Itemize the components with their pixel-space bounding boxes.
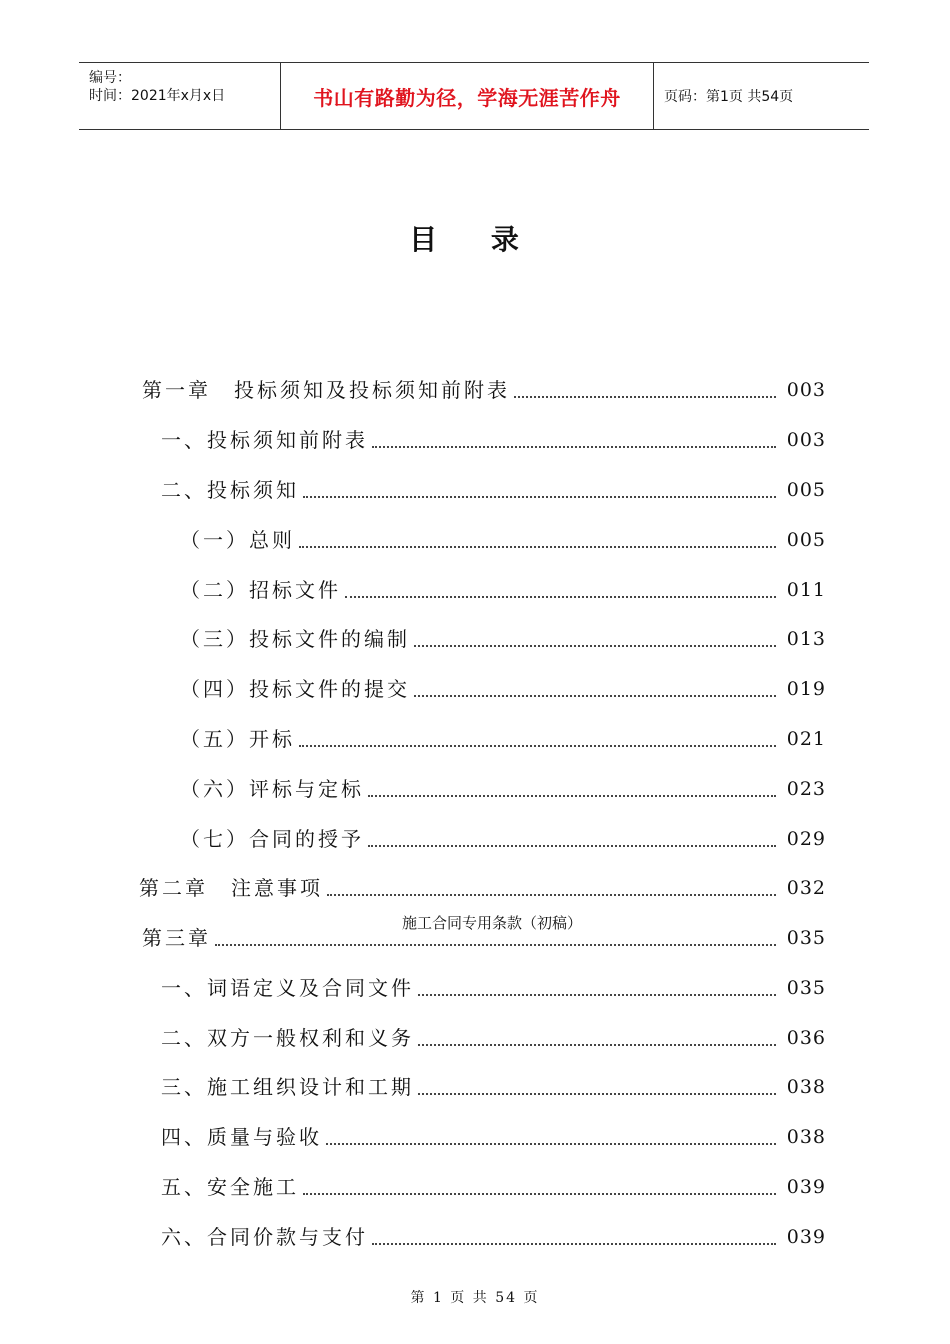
toc-entry[interactable]: [161, 1069, 826, 1099]
toc-entry-text: 三、施工组织设计和工期: [161, 1075, 414, 1099]
toc-entry-page: 023: [786, 778, 826, 800]
toc-entry-page: 038: [786, 1126, 826, 1148]
toc-entry-page: 039: [786, 1226, 826, 1248]
toc-leader-dots: [368, 845, 776, 847]
toc-entry[interactable]: [161, 472, 826, 502]
document-header: [79, 62, 869, 130]
header-meta-cell: [79, 63, 281, 129]
toc-entry-page: 005: [786, 479, 826, 501]
toc-entry-page: 003: [786, 429, 826, 451]
toc-leader-dots: [418, 1093, 776, 1095]
toc-entry[interactable]: [180, 621, 826, 651]
toc-entry-text: 第一章 投标须知及投标须知前附表: [142, 378, 510, 402]
header-page-info: 页码：第1页 共54页: [664, 89, 794, 105]
page-footer: 第 1 页 共 54 页: [410, 1290, 540, 1306]
toc-leader-dots: [326, 1143, 776, 1145]
toc-entry-page: 035: [786, 927, 826, 949]
toc-entry[interactable]: [180, 572, 826, 602]
toc-entry-text: （一）总则: [180, 528, 295, 552]
toc-entry-text: （二）招标文件: [180, 578, 341, 602]
toc-entry[interactable]: [180, 771, 826, 801]
toc-leader-dots: [327, 894, 776, 896]
toc-entry-text: 第二章 注意事项: [139, 876, 323, 900]
toc-entry-page: 038: [786, 1076, 826, 1098]
toc-leader-dots: [414, 645, 776, 647]
toc-entry-text: 第三章: [142, 926, 211, 950]
toc-leader-dots: [345, 596, 776, 598]
header-motto-cell: [281, 63, 654, 129]
toc-entry[interactable]: [180, 671, 826, 701]
overlay-running-title: 施工合同专用条款（初稿）: [402, 914, 583, 932]
toc-leader-dots: [215, 944, 776, 946]
header-motto: 书山有路勤为径，学海无涯苦作舟: [313, 85, 621, 110]
toc-entry-text: 二、投标须知: [161, 478, 299, 502]
toc-entry-page: 011: [786, 579, 826, 601]
toc-entry-page: 032: [786, 877, 826, 899]
doc-time-label: 时间：2021年x月x日: [89, 88, 226, 104]
toc-entry-text: 一、投标须知前附表: [161, 428, 368, 452]
header-page-cell: [654, 63, 869, 129]
toc-entry-page: 021: [786, 728, 826, 750]
toc-leader-dots: [299, 745, 776, 747]
toc-entry-text: 五、安全施工: [161, 1175, 299, 1199]
toc-leader-dots: [372, 446, 776, 448]
toc-entry[interactable]: [142, 372, 826, 402]
toc-entry-page: 013: [786, 628, 826, 650]
toc-entry-page: 005: [786, 529, 826, 551]
toc-entry[interactable]: [139, 870, 826, 900]
toc-title: 目 录: [409, 223, 541, 256]
toc-entry[interactable]: [161, 1119, 826, 1149]
toc-entry-text: 一、词语定义及合同文件: [161, 976, 414, 1000]
toc-entry-text: （三）投标文件的编制: [180, 627, 410, 651]
toc-leader-dots: [368, 795, 776, 797]
toc-entry[interactable]: [161, 422, 826, 452]
toc-entry-page: 036: [786, 1027, 826, 1049]
toc-leader-dots: [299, 546, 776, 548]
toc-entry[interactable]: [180, 522, 826, 552]
toc-leader-dots: [514, 396, 776, 398]
doc-number-label: 编号：: [89, 70, 131, 86]
toc-leader-dots: [418, 994, 776, 996]
toc-leader-dots: [414, 695, 776, 697]
toc-entry-text: （四）投标文件的提交: [180, 677, 410, 701]
toc-entry-page: 039: [786, 1176, 826, 1198]
toc-entry-page: 029: [786, 828, 826, 850]
toc-entry[interactable]: [180, 821, 826, 851]
toc-leader-dots: [303, 496, 776, 498]
toc-entry[interactable]: [161, 1020, 826, 1050]
toc-entry-text: （五）开标: [180, 727, 295, 751]
toc-entry-page: 003: [786, 379, 826, 401]
toc-leader-dots: [418, 1044, 776, 1046]
toc-entry-text: 六、合同价款与支付: [161, 1225, 368, 1249]
toc-entry-text: 四、质量与验收: [161, 1125, 322, 1149]
toc-leader-dots: [303, 1193, 776, 1195]
toc-entry-page: 019: [786, 678, 826, 700]
toc-leader-dots: [372, 1243, 776, 1245]
toc-entry-page: 035: [786, 977, 826, 999]
toc-entry-text: （七）合同的授予: [180, 827, 364, 851]
toc-entry[interactable]: [161, 1219, 826, 1249]
toc-entry-text: 二、双方一般权利和义务: [161, 1026, 414, 1050]
toc-entry[interactable]: [161, 1169, 826, 1199]
toc-entry[interactable]: [180, 721, 826, 751]
toc-entry-text: （六）评标与定标: [180, 777, 364, 801]
toc-entry[interactable]: [161, 970, 826, 1000]
